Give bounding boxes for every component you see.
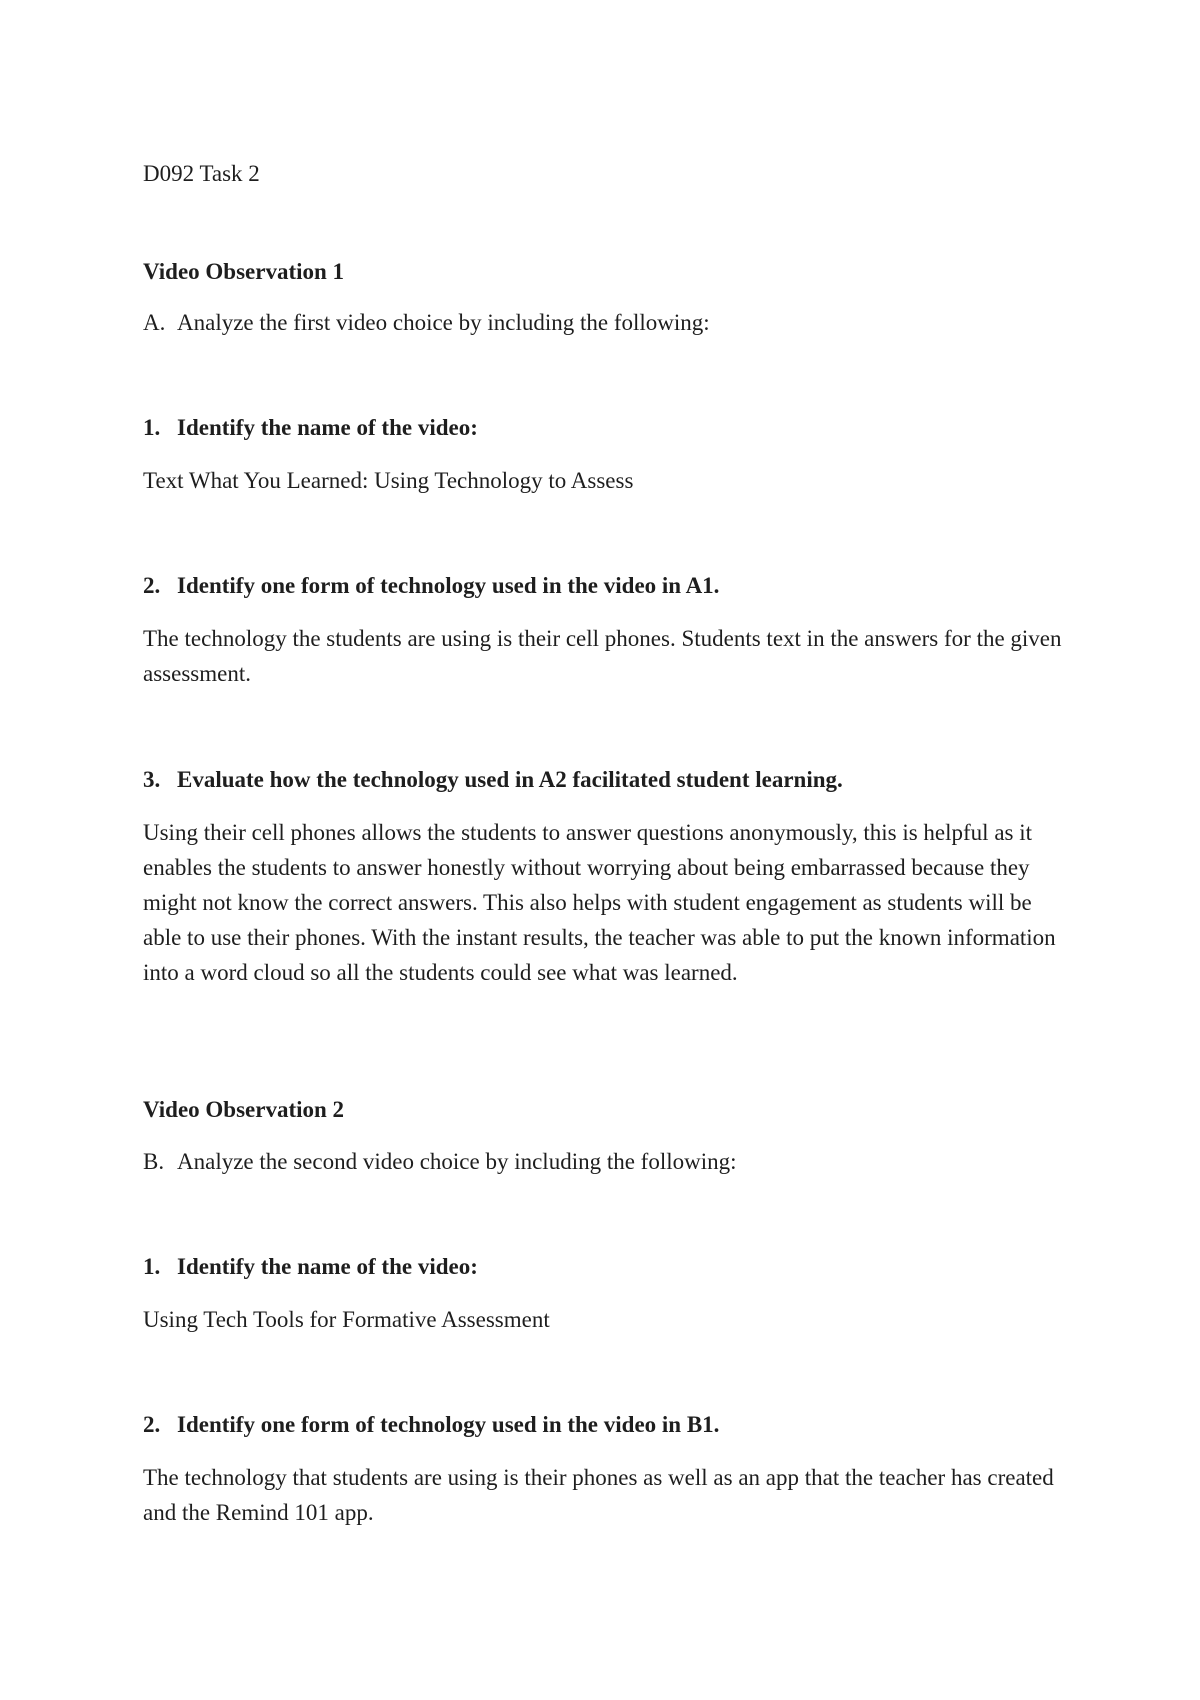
- question-prompt: Identify one form of technology used in the video in A1.: [177, 573, 720, 598]
- question-number: 2.: [143, 573, 161, 598]
- answer-2-1: Using Tech Tools for Formative Assessment: [143, 1307, 550, 1332]
- question-prompt: Identify the name of the video:: [177, 415, 478, 440]
- section-intro-2: [143, 1144, 1073, 1179]
- answer-1-2: The technology the students are using is their cell phones. Students text in the answers for the given assessment.: [143, 626, 1062, 686]
- question-prompt: Identify one form of technology used in the video in B1.: [177, 1412, 720, 1437]
- question-2-1: [143, 1249, 1073, 1284]
- question-1-2: [143, 568, 1073, 603]
- answer-2-2: The technology that students are using is their phones as well as an app that the teacher has created and the Remind 101 app.: [143, 1465, 1054, 1525]
- question-1-3: [143, 762, 1073, 797]
- intro-text: Analyze the first video choice by including the following:: [177, 310, 710, 335]
- section-heading-1: Video Observation 1: [143, 259, 345, 284]
- question-number: 1.: [143, 415, 161, 440]
- intro-text: Analyze the second video choice by including the following:: [177, 1149, 737, 1174]
- answer-1-3: Using their cell phones allows the students to answer questions anonymously, this is helpful as it enables the students to answer honestly without worrying about being embarrassed because they might not know the correct answers. This also helps with student engagement as students will be able to use their phones. With the instant results, the teacher was able to put the known information into a word cloud so all the students could see what was learned.: [143, 820, 1056, 985]
- question-1-1: [143, 410, 1073, 445]
- question-number: 2.: [143, 1412, 161, 1437]
- question-2-2: [143, 1407, 1073, 1442]
- intro-marker: B.: [143, 1149, 165, 1174]
- question-number: 3.: [143, 767, 161, 792]
- section-heading-2: Video Observation 2: [143, 1097, 345, 1122]
- answer-1-1: Text What You Learned: Using Technology to Assess: [143, 468, 634, 493]
- question-prompt: Identify the name of the video:: [177, 1254, 478, 1279]
- document-title: D092 Task 2: [143, 161, 260, 186]
- section-intro-1: [143, 305, 1073, 340]
- intro-marker: A.: [143, 310, 166, 335]
- question-number: 1.: [143, 1254, 161, 1279]
- question-prompt: Evaluate how the technology used in A2 facilitated student learning.: [177, 767, 843, 792]
